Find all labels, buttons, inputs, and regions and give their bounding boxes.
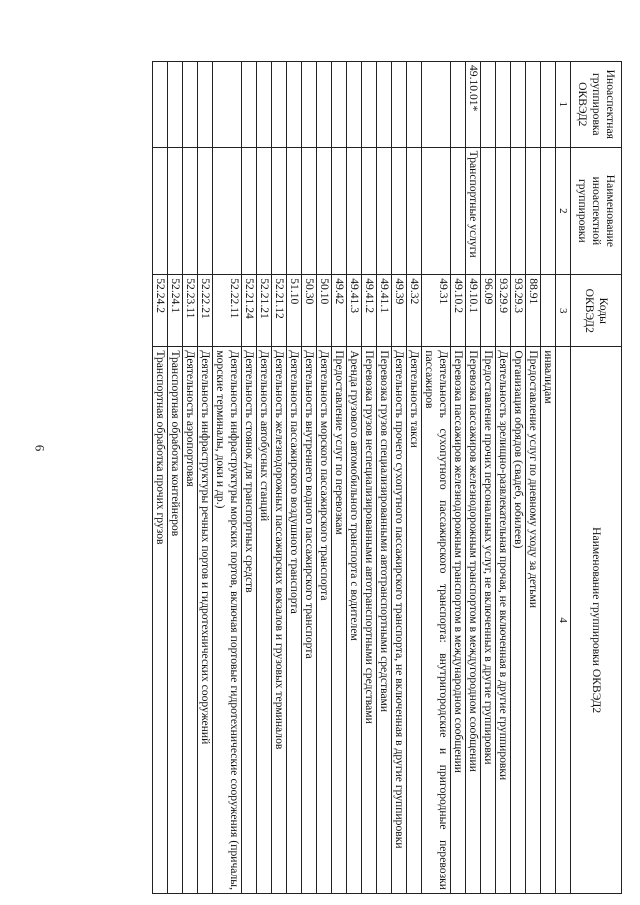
okved-name-cell: Деятельность такси	[407, 347, 422, 894]
okved-name-cell: Транспортная обработка контейнеров	[168, 347, 183, 894]
okved-name-cell: Аренда грузового автомобильного транспорта с водителем	[347, 347, 362, 894]
table-row	[481, 62, 496, 894]
okved-code-cell: 49.41.2	[362, 275, 377, 347]
group-code-cell	[377, 62, 392, 148]
page-number: 6	[32, 444, 48, 452]
table-row	[213, 62, 242, 894]
okved-code-cell: 51.10	[287, 275, 302, 347]
okved-code-cell: 96.09	[481, 275, 496, 347]
okved-name-cell: Перевозка грузов неспециализированными автотранспортными средствами	[362, 347, 377, 894]
group-code-cell	[272, 62, 287, 148]
table-row	[272, 62, 287, 894]
header-row	[571, 62, 622, 894]
okved-name-cell: Предоставление услуг по дневному уходу за детьми	[526, 347, 541, 894]
group-name-cell	[198, 147, 213, 275]
table-row	[362, 62, 377, 894]
okved-code-cell: 93.29.3	[511, 275, 526, 347]
table-row	[451, 62, 466, 894]
group-name-cell	[257, 147, 272, 275]
okved-code-cell: 49.42	[332, 275, 347, 347]
group-name-cell	[496, 147, 511, 275]
group-code-cell	[153, 62, 168, 148]
okved-code-cell	[541, 275, 556, 347]
group-name-cell	[451, 147, 466, 275]
okved-code-cell: 52.22.11	[213, 275, 242, 347]
column-index: 1	[556, 62, 571, 148]
group-code-cell	[392, 62, 407, 148]
group-name-cell	[481, 147, 496, 275]
group-name-cell	[242, 147, 257, 275]
okved-code-cell: 49.31	[422, 275, 451, 347]
table-row	[317, 62, 332, 894]
group-code-cell	[198, 62, 213, 148]
table-body	[153, 62, 556, 894]
group-code-cell	[422, 62, 451, 148]
group-name-cell	[272, 147, 287, 275]
okved-name-cell: Транспортная обработка прочих грузов	[153, 347, 168, 894]
group-name-cell	[317, 147, 332, 275]
okved-name-cell: Деятельность аэропортовая	[183, 347, 198, 894]
group-name-cell	[347, 147, 362, 275]
okved-code-cell: 52.24.1	[168, 275, 183, 347]
table-row	[302, 62, 317, 894]
okved-name-cell: Предоставление прочих персональных услуг, не включенных в другие группировки	[481, 347, 496, 894]
table-row	[496, 62, 511, 894]
table-row	[392, 62, 407, 894]
okved-name-cell: Деятельность зрелищно-развлекательная прочая, не включенная в другие группировки	[496, 347, 511, 894]
okved-name-cell: Деятельность инфраструктуры морских портов, включая портовые гидротехнические сооружения (причалы, морские терминалы, доки и др.)	[213, 347, 242, 894]
okved-code-cell: 93.29.9	[496, 275, 511, 347]
group-code-cell	[287, 62, 302, 148]
table-row	[242, 62, 257, 894]
okved-name-cell: Перевозка пассажиров железнодорожным транспортом в международном сообщении	[451, 347, 466, 894]
group-name-cell: Транспортные услуги	[466, 147, 481, 275]
okved-name-cell: Деятельность сухопутного пассажирского транспорта: внутригородские и пригородные перевозки пассажиров	[422, 347, 451, 894]
group-name-cell	[392, 147, 407, 275]
table-row	[153, 62, 168, 894]
group-code-cell	[511, 62, 526, 148]
okved-name-cell: Перевозка грузов специализированными автотранспортными средствами	[377, 347, 392, 894]
okved-code-cell: 52.24.2	[153, 275, 168, 347]
group-code-cell	[362, 62, 377, 148]
group-code-cell	[481, 62, 496, 148]
table-row	[511, 62, 526, 894]
group-code-cell	[257, 62, 272, 148]
table-row	[287, 62, 302, 894]
table-row	[168, 62, 183, 894]
column-index-row	[556, 62, 571, 894]
group-name-cell	[302, 147, 317, 275]
table-row	[332, 62, 347, 894]
okved-name-cell: Деятельность автобусных станций	[257, 347, 272, 894]
group-name-cell	[377, 147, 392, 275]
okved-table	[152, 61, 622, 894]
okved-table-sheet	[68, 61, 622, 894]
okved-code-cell: 52.21.24	[242, 275, 257, 347]
okved-code-cell: 52.23.11	[183, 275, 198, 347]
group-name-cell	[511, 147, 526, 275]
okved-code-cell: 49.41.1	[377, 275, 392, 347]
group-code-cell	[526, 62, 541, 148]
group-code-cell	[317, 62, 332, 148]
okved-code-cell: 50.10	[317, 275, 332, 347]
group-name-cell	[526, 147, 541, 275]
group-code-cell	[213, 62, 242, 148]
table-row	[198, 62, 213, 894]
header-col4: Наименование группировки ОКВЭД2	[571, 347, 622, 894]
okved-code-cell: 52.21.12	[272, 275, 287, 347]
header-col3: Коды ОКВЭД2	[571, 275, 622, 347]
table-row	[257, 62, 272, 894]
okved-name-cell: Деятельность внутреннего водного пассажирского транспорта	[302, 347, 317, 894]
group-code-cell	[183, 62, 198, 148]
okved-name-cell: Деятельность прочего сухопутного пассажирского транспорта, не включенная в другие группировки	[392, 347, 407, 894]
group-code-cell	[541, 62, 556, 148]
group-code-cell	[407, 62, 422, 148]
okved-code-cell: 49.10.1	[466, 275, 481, 347]
okved-name-cell: Организация обрядов (свадеб, юбилеев)	[511, 347, 526, 894]
header-col1: Иноаспектная группировка ОКВЭД2	[571, 62, 622, 148]
table-row	[347, 62, 362, 894]
okved-code-cell: 49.39	[392, 275, 407, 347]
table-row	[377, 62, 392, 894]
group-name-cell	[332, 147, 347, 275]
okved-name-cell: инвалидам	[541, 347, 556, 894]
header-col2: Наименование иноаспектной группировки	[571, 147, 622, 275]
table-row	[422, 62, 451, 894]
okved-name-cell: Деятельность морского пассажирского транспорта	[317, 347, 332, 894]
okved-code-cell: 88.91	[526, 275, 541, 347]
table-row	[466, 62, 481, 894]
group-code-cell	[242, 62, 257, 148]
group-name-cell	[407, 147, 422, 275]
okved-name-cell: Деятельность стоянок для транспортных средств	[242, 347, 257, 894]
okved-name-cell: Деятельность пассажирского воздушного транспорта	[287, 347, 302, 894]
okved-code-cell: 49.32	[407, 275, 422, 347]
group-name-cell	[287, 147, 302, 275]
okved-name-cell: Деятельность инфраструктуры речных портов и гидротехнических сооружений	[198, 347, 213, 894]
okved-name-cell: Предоставление услуг по перевозкам	[332, 347, 347, 894]
group-name-cell	[153, 147, 168, 275]
group-name-cell	[422, 147, 451, 275]
okved-name-cell: Перевозка пассажиров железнодорожным транспортом в междугородном сообщении	[466, 347, 481, 894]
group-name-cell	[183, 147, 198, 275]
table-row	[407, 62, 422, 894]
okved-code-cell: 52.22.21	[198, 275, 213, 347]
group-code-cell	[168, 62, 183, 148]
group-name-cell	[168, 147, 183, 275]
column-index: 4	[556, 347, 571, 894]
column-index: 3	[556, 275, 571, 347]
group-name-cell	[213, 147, 242, 275]
group-code-cell	[302, 62, 317, 148]
okved-code-cell: 50.30	[302, 275, 317, 347]
group-code-cell	[332, 62, 347, 148]
group-code-cell	[347, 62, 362, 148]
group-name-cell	[362, 147, 377, 275]
table-row	[526, 62, 541, 894]
group-code-cell: 49.10.01*	[466, 62, 481, 148]
okved-code-cell: 52.21.21	[257, 275, 272, 347]
okved-name-cell: Деятельность железнодорожных пассажирских вокзалов и грузовых терминалов	[272, 347, 287, 894]
okved-code-cell: 49.10.2	[451, 275, 466, 347]
table-row	[183, 62, 198, 894]
column-index: 2	[556, 147, 571, 275]
group-name-cell	[541, 147, 556, 275]
group-code-cell	[451, 62, 466, 148]
group-code-cell	[496, 62, 511, 148]
table-row	[541, 62, 556, 894]
okved-code-cell: 49.41.3	[347, 275, 362, 347]
